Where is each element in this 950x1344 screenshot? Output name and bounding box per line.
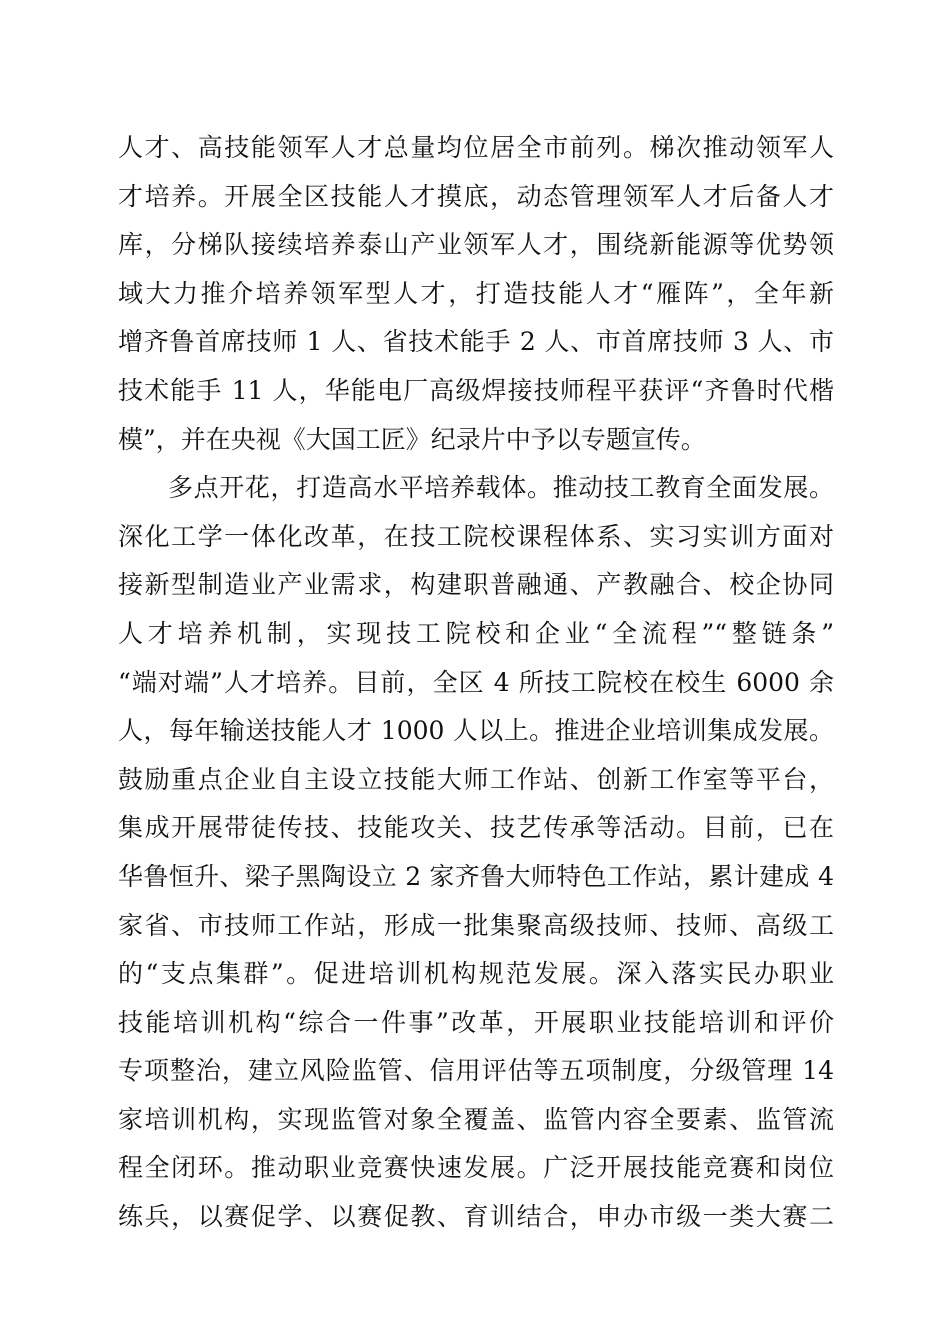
- text-line: 模”，并在央视《大国工匠》纪录片中予以专题宣传。: [118, 424, 706, 454]
- text-line: 接新型制造业产业需求，构建职普融通、产教融合、校企协同: [118, 570, 834, 600]
- text-line: 技术能手 11 人，华能电厂高级焊接技师程平获评“齐鲁时代楷: [118, 375, 834, 405]
- text-line: 专项整治，建立风险监管、信用评估等五项制度，分级管理 14: [118, 1056, 834, 1086]
- text-line: 域大力推介培养领军型人才，打造技能人才“雁阵”，全年新: [118, 278, 834, 308]
- text-line: 家省、市技师工作站，形成一批集聚高级技师、技师、高级工: [118, 910, 834, 940]
- text-line: 人才、高技能领军人才总量均位居全市前列。梯次推动领军人: [118, 133, 834, 162]
- text-line: 人，每年输送技能人才 1000 人以上。推进企业培训集成发展。: [118, 716, 834, 746]
- text-line: 鼓励重点企业自主设立技能大师工作站、创新工作室等平台，: [118, 764, 834, 794]
- text-line: 人才培养机制，实现技工院校和企业“全流程”“整链条”: [118, 618, 834, 648]
- text-line: 练兵，以赛促学、以赛促教、育训结合，申办市级一类大赛二: [118, 1202, 834, 1232]
- text-line: 库，分梯队接续培养泰山产业领军人才，围绕新能源等优势领: [118, 230, 834, 260]
- body-text: [118, 124, 834, 1242]
- text-line: 家培训机构，实现监管对象全覆盖、监管内容全要素、监管流: [118, 1104, 834, 1134]
- text-line: 华鲁恒升、梁子黑陶设立 2 家齐鲁大师特色工作站，累计建成 4: [118, 861, 834, 891]
- text-line: 深化工学一体化改革，在技工院校课程体系、实习实训方面对: [118, 521, 834, 551]
- paragraph-start-line: 多点开花，打造高水平培养载体。推动技工教育全面发展。: [168, 473, 834, 503]
- text-line: 的“支点集群”。促进培训机构规范发展。深入落实民办职业: [118, 959, 834, 989]
- text-line: 技能培训机构“综合一件事”改革，开展职业技能培训和评价: [118, 1007, 834, 1037]
- text-line: “端对端”人才培养。目前，全区 4 所技工院校在校生 6000 余: [118, 667, 834, 697]
- text-line: 集成开展带徒传技、技能攻关、技艺传承等活动。目前，已在: [118, 813, 834, 843]
- text-line: 增齐鲁首席技师 1 人、省技术能手 2 人、市首席技师 3 人、市: [118, 327, 834, 357]
- text-line: 才培养。开展全区技能人才摸底，动态管理领军人才后备人才: [118, 181, 834, 211]
- text-line: 程全闭环。推动职业竞赛快速发展。广泛开展技能竞赛和岗位: [118, 1153, 834, 1183]
